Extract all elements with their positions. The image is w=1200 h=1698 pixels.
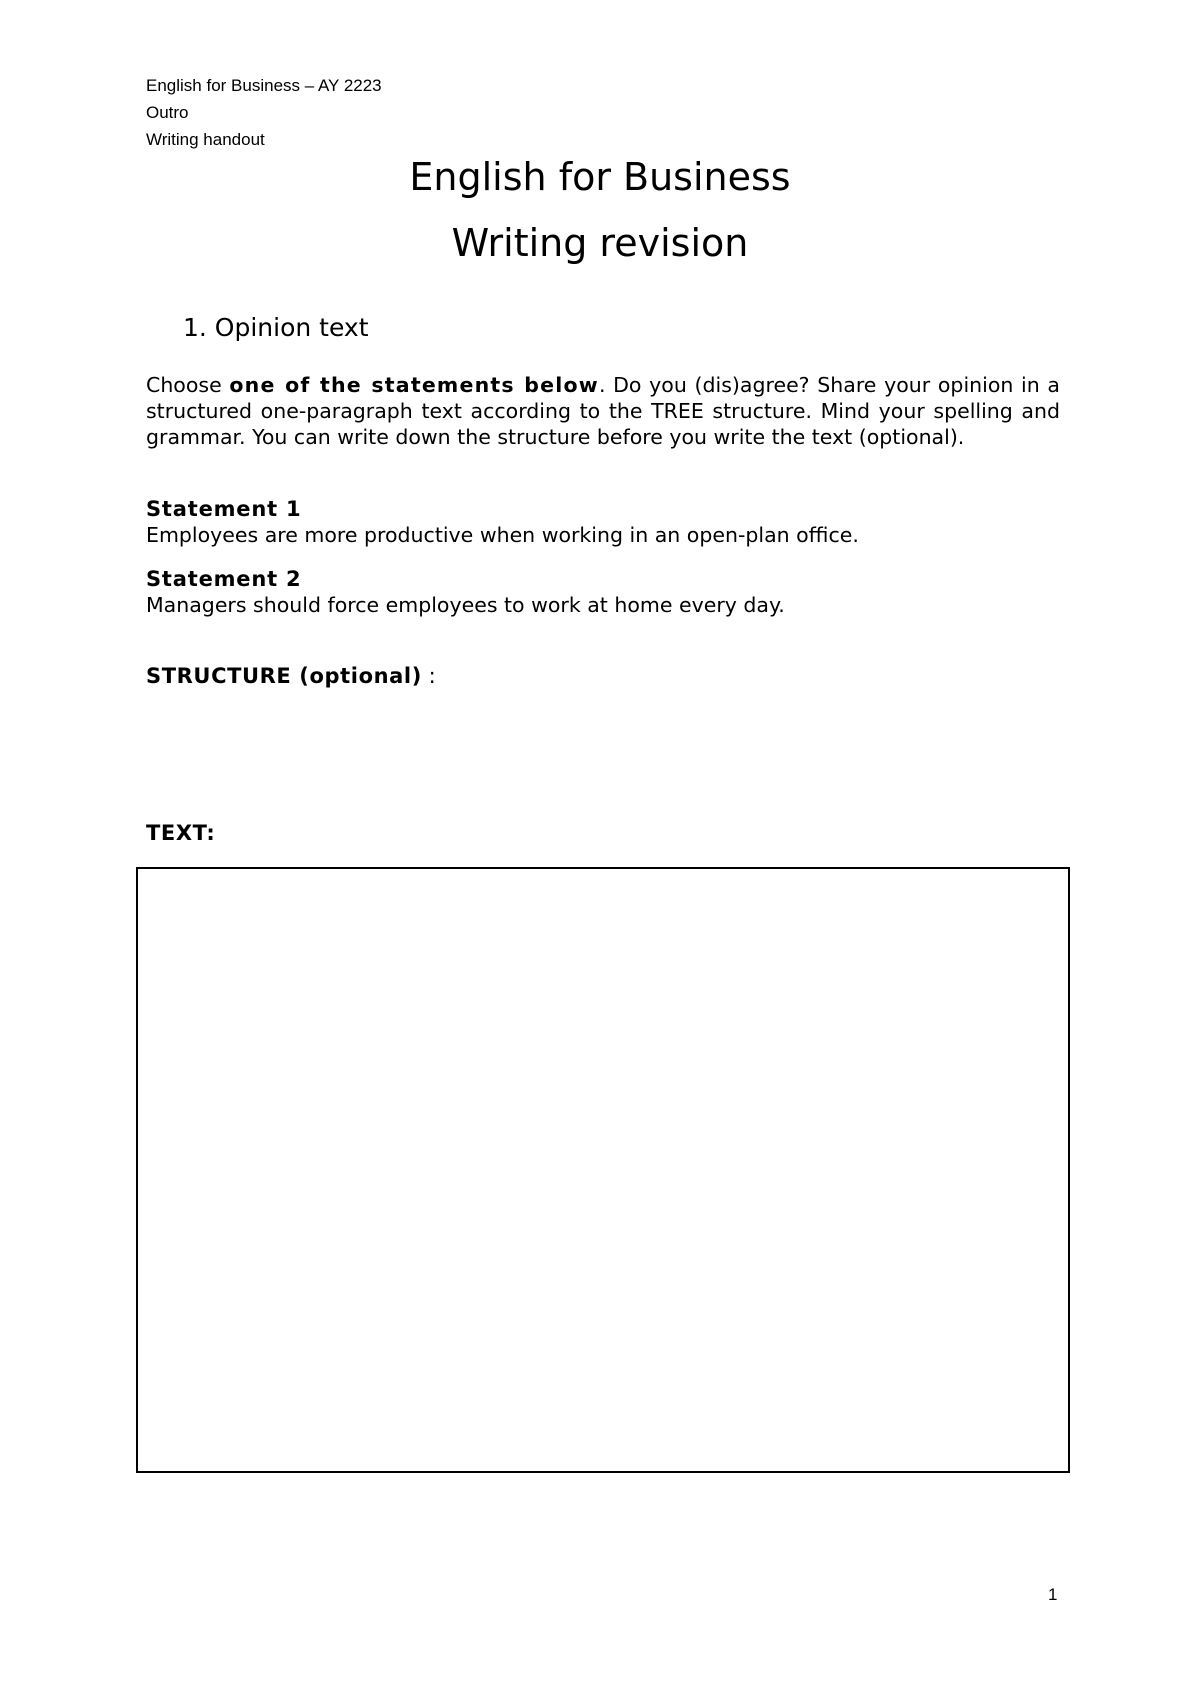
instructions-text-end: . Do you (dis)agree? Share your opinion in a structured one-paragraph text according to the TREE structure. Mind your spelling and grammar. You can write down the structure before you write the text (optional). — [146, 373, 1060, 449]
text-label — [146, 820, 215, 846]
document-subtitle: Writing revision — [451, 221, 749, 265]
course-line: English for Business – AY 2223 — [146, 76, 382, 95]
statement-1-title: Statement 1 — [146, 497, 302, 521]
text-label-text: TEXT: — [146, 821, 216, 845]
instructions-paragraph — [146, 372, 1060, 450]
instructions-emphasis: one of the statements below — [229, 373, 599, 397]
unit-line: Outro — [146, 103, 189, 122]
structure-label-colon: : — [421, 664, 436, 688]
instructions-text-start: Choose — [146, 373, 230, 397]
statement-2-text: Managers should force employees to work at home every day. — [146, 593, 785, 617]
page-number: 1 — [1048, 1585, 1058, 1604]
structure-label — [146, 663, 436, 689]
statement-2-title: Statement 2 — [146, 567, 302, 591]
handout-line: Writing handout — [146, 130, 265, 149]
document-title: English for Business — [409, 155, 791, 199]
statement-1-text: Employees are more productive when working in an open-plan office. — [146, 523, 859, 547]
section-heading: 1. Opinion text — [183, 313, 369, 342]
structure-label-text: STRUCTURE (optional) — [146, 664, 422, 688]
writing-answer-box[interactable] — [136, 867, 1070, 1473]
